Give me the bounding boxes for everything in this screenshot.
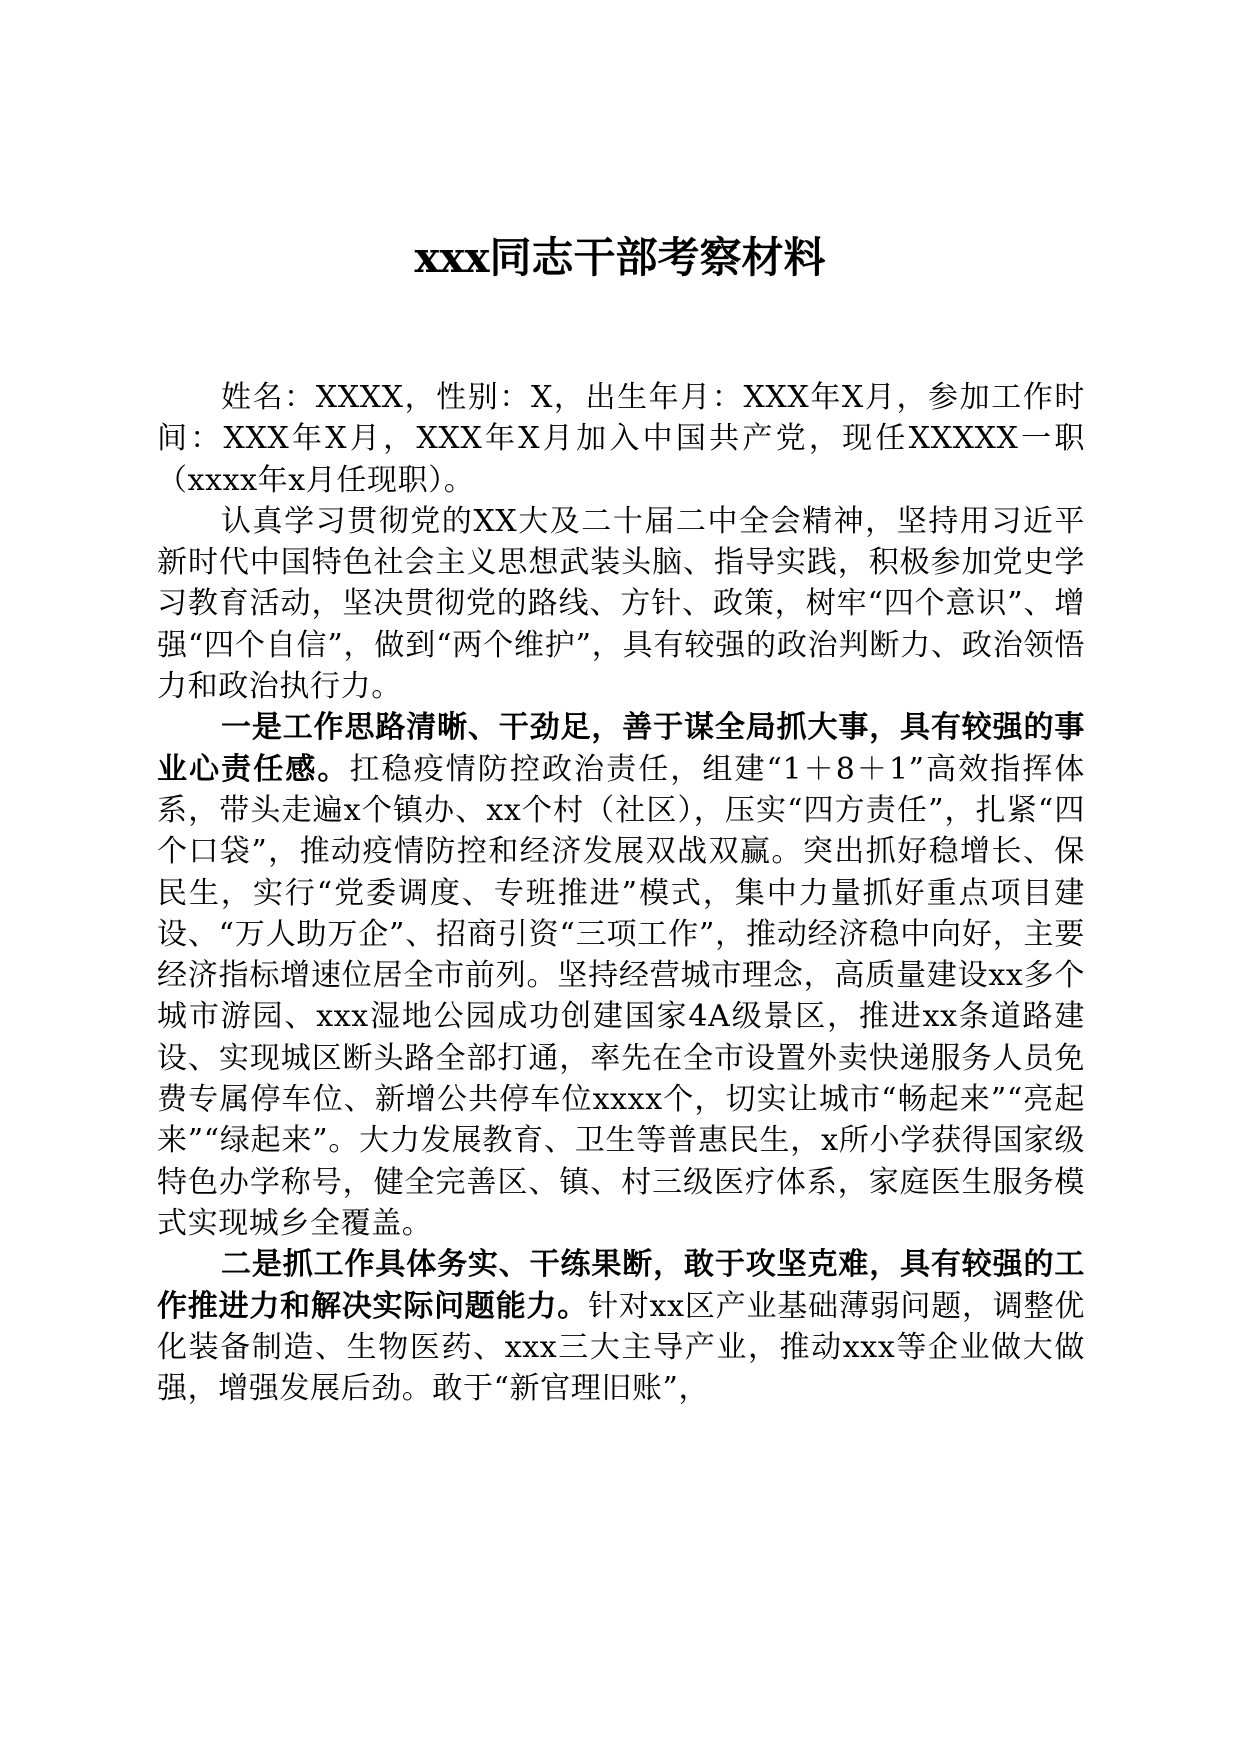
paragraph-lead: 一是工作思路清晰、干劲足，善于谋全局抓大事，具有较强的事业心责任感。 <box>157 710 1085 787</box>
paragraph-work-ideas <box>157 707 1085 1244</box>
paragraph-work-execution <box>157 1244 1085 1409</box>
paragraph-personal-info <box>157 377 1085 501</box>
paragraph-lead: 二是抓工作具体务实、干练果断，敢于攻坚克难，具有较强的工作推进力和解决实际问题能力。 <box>157 1247 1085 1324</box>
document-title: xxx同志干部考察材料 <box>414 233 826 282</box>
paragraph-political-study <box>157 501 1085 707</box>
paragraph-text: 针对xx区产业基础薄弱问题，调整优化装备制造、生物医药、xxx三大主导产业，推动xxx等企业做大做强，增强发展后劲。敢于“新官理旧账”， <box>157 1288 1085 1407</box>
paragraph-text: 姓名：XXXX，性别：X，出生年月：XXX年X月，参加工作时间：XXX年X月，XXX年X月加入中国共产党，现任XXXXX一职（xxxx年x月任现职）。 <box>157 380 1085 498</box>
document-body <box>157 377 1085 1409</box>
paragraph-text: 认真学习贯彻党的XX大及二十届二中全会精神，坚持用习近平新时代中国特色社会主义思想武装头脑、指导实践，积极参加党史学习教育活动，坚决贯彻党的路线、方针、政策，树牢“四个意识”、增强“四个自信”，做到“两个维护”，具有较强的政治判断力、政治领悟力和政治执行力。 <box>157 503 1085 705</box>
paragraph-text: 扛稳疫情防控政治责任，组建“1＋8＋1”高效指挥体系，带头走遍x个镇办、xx个村（社区），压实“四方责任”，扎紧“四个口袋”，推动疫情防控和经济发展双战双赢。突出抓好稳增长、保民生，实行“党委调度、专班推进”模式，集中力量抓好重点项目建设、“万人助万企”、招商引资“三项工作”，推动经济稳中向好，主要经济指标增速位居全市前列。坚持经营城市理念，高质量建设xx多个城市游园、xxx湿地公园成功创建国家4A级景区，推进xx条道路建设、实现城区断头路全部打通，率先在全市设置外卖快递服务人员免费专属停车位、新增公共停车位xxxx个，切实让城市“畅起来”“亮起来”“绿起来”。大力发展教育、卫生等普惠民生，x所小学获得国家级特色办学称号，健全完善区、镇、村三级医疗体系，家庭医生服务模式实现城乡全覆盖。 <box>157 751 1085 1241</box>
